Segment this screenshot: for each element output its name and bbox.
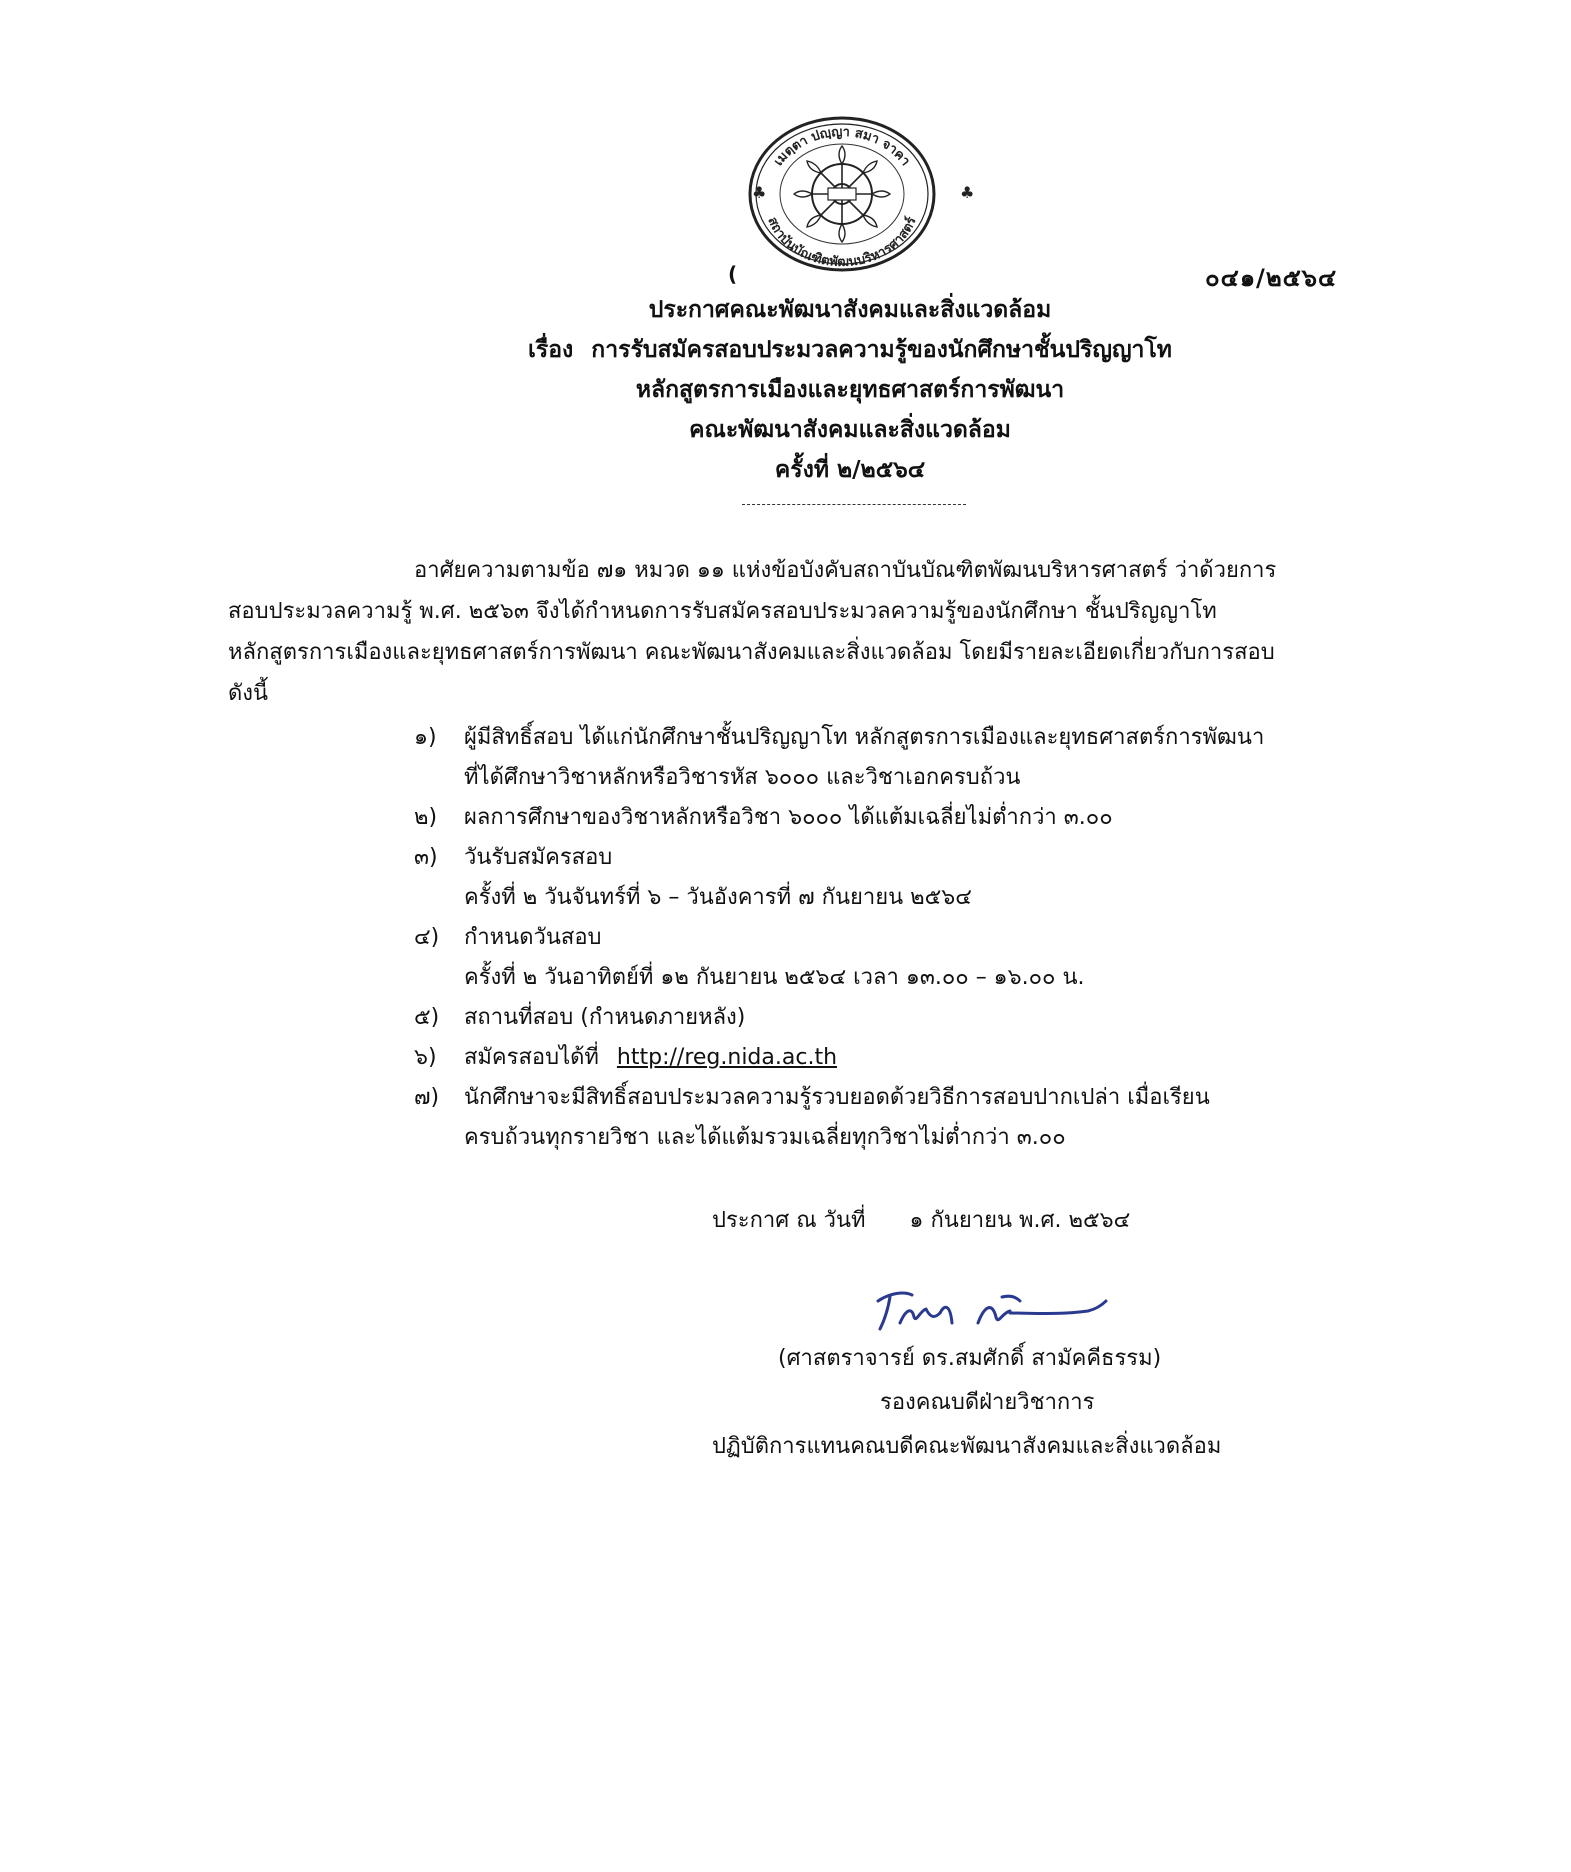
announcement-heading	[300, 290, 1400, 490]
paragraph-line: สอบประมวลความรู้ พ.ศ. ๒๕๖๓ จึงได้กำหนดการรับสมัครสอบประมวลความรู้ของนักศึกษา ชั้นปริญญาโท	[228, 599, 1217, 624]
round-label: ครั้งที่ ๒/๒๕๖๔	[774, 457, 926, 483]
paragraph-line: อาศัยความตามข้อ ๗๑ หมวด ๑๑ แห่งข้อบังคับสถาบันบัณฑิตพัฒนบริหารศาสตร์ ว่าด้วยการ	[414, 558, 1277, 583]
handwritten-signature	[860, 1283, 1120, 1337]
paragraph-line: ดังนี้	[228, 681, 269, 706]
intro-paragraph	[228, 550, 1478, 714]
subject-line	[300, 330, 1400, 370]
list-item-exam-date	[414, 918, 1494, 998]
list-item-grade	[414, 798, 1494, 838]
signer-block	[700, 1337, 1400, 1469]
item-number: ๖)	[414, 1045, 437, 1070]
details-list	[414, 718, 1494, 1158]
item-text: ผู้มีสิทธิ์สอบ ได้แก่นักศึกษาชั้นปริญญาโท หลักสูตรการเมืองและยุทธศาสตร์การพัฒนา	[464, 725, 1265, 750]
seal-left-ornament-icon: ♣	[752, 183, 767, 202]
faculty-name: คณะพัฒนาสังคมและสิ่งแวดล้อม	[689, 417, 1011, 443]
subject-text: การรับสมัครสอบประมวลความรู้ของนักศึกษาชั้นปริญญาโท	[591, 337, 1172, 363]
item-number: ๕)	[414, 1005, 440, 1030]
seal-bottom-text: สถาบันบัณฑิตพัฒนบริหารศาสตร์	[764, 215, 920, 271]
seal-top-text: เมตฺตา ปญฺญา สมา จาคา	[771, 124, 913, 169]
item-number: ๗)	[414, 1085, 440, 1110]
list-item-oral-exam	[414, 1078, 1494, 1158]
signer-name: (ศาสตราจารย์ ดร.สมศักดิ์ สามัคคีธรรม)	[778, 1346, 1162, 1371]
item-text: ผลการศึกษาของวิชาหลักหรือวิชา ๖๐๐๐ ได้แต้มเฉลี่ยไม่ต่ำกว่า ๓.๐๐	[464, 805, 1113, 830]
item-number: ๓)	[414, 845, 438, 870]
list-item-registration-date	[414, 838, 1494, 918]
item-text: สมัครสอบได้ที่	[464, 1045, 599, 1070]
signer-acting-role: ปฏิบัติการแทนคณบดีคณะพัฒนาสังคมและสิ่งแวดล้อม	[712, 1434, 1222, 1459]
item-text: สถานที่สอบ (กำหนดภายหลัง)	[464, 1005, 746, 1030]
announce-label: ประกาศ ณ วันที่	[712, 1208, 866, 1233]
announcement-date	[712, 1202, 1130, 1237]
signature-icon	[860, 1283, 1120, 1337]
item-number: ๑)	[414, 725, 437, 750]
subject-label: เรื่อง	[528, 337, 574, 363]
list-item-exam-location	[414, 998, 1494, 1038]
announce-date-value: ๑ กันยายน พ.ศ. ๒๕๖๔	[909, 1208, 1131, 1233]
item-text-continued: ครั้งที่ ๒ วันอาทิตย์ที่ ๑๒ กันยายน ๒๕๖๔ เวลา ๑๓.๐๐ – ๑๖.๐๐ น.	[464, 965, 1085, 990]
program-name: หลักสูตรการเมืองและยุทธศาสตร์การพัฒนา	[635, 377, 1065, 403]
item-text: นักศึกษาจะมีสิทธิ์สอบประมวลความรู้รวบยอดด้วยวิธีการสอบปากเปล่า เมื่อเรียน	[464, 1085, 1210, 1110]
item-text-continued: ครั้งที่ ๒ วันจันทร์ที่ ๖ – วันอังคารที่ ๗ กันยายน ๒๕๖๔	[464, 885, 972, 910]
item-text-continued: ที่ได้ศึกษาวิชาหลักหรือวิชารหัส ๖๐๐๐ และวิชาเอกครบถ้วน	[464, 765, 1021, 790]
signer-title: รองคณบดีฝ่ายวิชาการ	[880, 1390, 1095, 1415]
heading-divider	[742, 504, 966, 505]
item-text-continued: ครบถ้วนทุกรายวิชา และได้แต้มรวมเฉลี่ยทุกวิชาไม่ต่ำกว่า ๓.๐๐	[464, 1125, 1066, 1150]
registration-link[interactable]: http://reg.nida.ac.th	[616, 1045, 838, 1070]
paragraph-line: หลักสูตรการเมืองและยุทธศาสตร์การพัฒนา คณะพัฒนาสังคมและสิ่งแวดล้อม โดยมีรายละเอียดเกี่ยวกับการสอบ	[228, 640, 1275, 665]
document-number: ๐๔๑/๒๕๖๔	[1205, 264, 1338, 292]
announcement-title: ประกาศคณะพัฒนาสังคมและสิ่งแวดล้อม	[648, 297, 1052, 323]
item-text: กำหนดวันสอบ	[464, 925, 602, 950]
list-item-registration-site	[414, 1038, 1494, 1078]
list-item-eligibility	[414, 718, 1494, 798]
item-number: ๔)	[414, 925, 440, 950]
item-number: ๒)	[414, 805, 438, 830]
document-mark: (	[728, 262, 738, 286]
seal-right-ornament-icon: ♣	[960, 183, 975, 202]
item-text: วันรับสมัครสอบ	[464, 845, 613, 870]
